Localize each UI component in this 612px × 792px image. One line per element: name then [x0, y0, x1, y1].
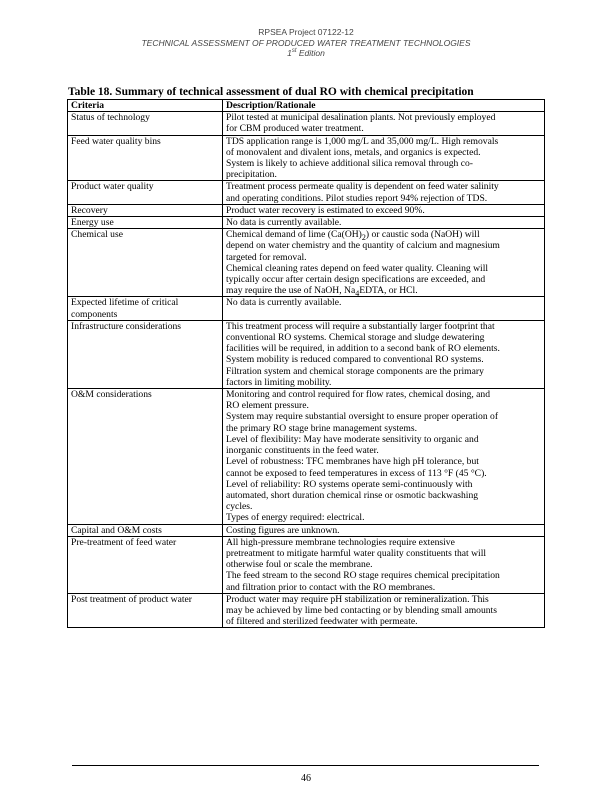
description-line: for CBM produced water treatment. — [226, 123, 364, 135]
formula-sub: 4 — [355, 289, 360, 299]
running-header — [0, 27, 612, 59]
description-line: conventional RO systems. Chemical storage and sludge dewatering — [226, 332, 485, 344]
description-line: cycles. — [226, 501, 253, 513]
formula-pre: Chemical demand of lime (Ca(OH) — [226, 229, 362, 241]
table-row — [68, 593, 545, 628]
description-line: All high-pressure membrane technologies require extensive — [226, 536, 455, 548]
table-body — [68, 112, 545, 628]
description-line: may be achieved by lime bed contacting or by blending small amounts — [226, 604, 497, 616]
description-cell — [223, 204, 545, 216]
description-line: RO element pressure. — [226, 400, 309, 412]
description-line: of filtered and sterilized feedwater with permeate. — [226, 616, 418, 628]
description-line: of monovalent and divalent ions, metals, and organics is expected. — [226, 146, 481, 158]
footer-divider — [72, 765, 539, 766]
criteria-cell: Status of technology — [68, 112, 223, 135]
table-row — [68, 320, 545, 388]
project-line: RPSEA Project 07122-12 — [258, 27, 354, 37]
table-row — [68, 135, 545, 181]
criteria-cell: Infrastructure considerations — [68, 320, 223, 388]
formula-sub: 2 — [361, 233, 366, 243]
description-line: precipitation. — [226, 169, 277, 181]
description-line — [226, 285, 541, 299]
description-line: Types of energy required: electrical. — [226, 512, 365, 524]
formula-post: ) or caustic soda (NaOH) will — [365, 229, 480, 241]
table-row — [68, 112, 545, 135]
description-line: targeted for removal. — [226, 251, 307, 263]
description-line: This treatment process will require a substantially larger footprint that — [226, 320, 495, 332]
description-cell — [223, 112, 545, 135]
formula-pre: may require the use of NaOH, Na — [226, 285, 356, 297]
criteria-cell: Energy use — [68, 217, 223, 229]
table-row — [68, 181, 545, 204]
description-line: and operating conditions. Pilot studies report 94% rejection of TDS. — [226, 192, 488, 204]
description-cell — [223, 524, 545, 536]
table-row — [68, 389, 545, 524]
description-cell — [223, 297, 545, 320]
edition-word: Edition — [296, 48, 325, 58]
description-line: automated, short duration chemical rinse or osmotic backwashing — [226, 489, 479, 501]
description-line: System is likely to achieve additional silica removal through co- — [226, 158, 473, 170]
description-cell — [223, 229, 545, 297]
criteria-cell: Recovery — [68, 204, 223, 216]
description-line: inorganic constituents in the feed water. — [226, 445, 379, 457]
description-cell — [223, 389, 545, 524]
description-line: Product water may require pH stabilization or remineralization. This — [226, 593, 489, 605]
description-cell — [223, 217, 545, 229]
description-line: TDS application range is 1,000 mg/L and 35,000 mg/L. High removals — [226, 135, 499, 147]
criteria-cell: Pre-treatment of feed water — [68, 536, 223, 593]
table-header-row — [68, 100, 545, 112]
description-line: cannot be exposed to feed temperatures in excess of 113 °F (45 °C). — [226, 467, 487, 479]
description-line: Level of reliability: RO systems operate semi-continuously with — [226, 478, 473, 490]
header-description: Description/Rationale — [223, 100, 545, 112]
description-line: Costing figures are unknown. — [226, 524, 340, 536]
description-line: The feed stream to the second RO stage requires chemical precipitation — [226, 570, 500, 582]
description-line: Treatment process permeate quality is dependent on feed water salinity — [226, 181, 499, 193]
description-line: Filtration system and chemical storage components are the primary — [226, 365, 484, 377]
description-line: otherwise foul or scale the membrane. — [226, 559, 373, 571]
criteria-cell: Expected lifetime of critical components — [68, 297, 223, 320]
description-cell — [223, 320, 545, 388]
table-row — [68, 204, 545, 216]
description-cell — [223, 536, 545, 593]
header-criteria: Criteria — [68, 100, 223, 112]
description-line: depend on water chemistry and the quantity of calcium and magnesium — [226, 240, 500, 252]
description-line: Chemical cleaning rates depend on feed water quality. Cleaning will — [226, 262, 489, 274]
table-row — [68, 536, 545, 593]
description-line: Pilot tested at municipal desalination plants. Not previously employed — [226, 112, 496, 124]
description-line: the primary RO stage brine management systems. — [226, 422, 418, 434]
table-row — [68, 217, 545, 229]
description-line: Product water recovery is estimated to exceed 90%. — [226, 204, 425, 216]
description-line: No data is currently available. — [226, 297, 342, 309]
description-line: Monitoring and control required for flow rates, chemical dosing, and — [226, 389, 491, 401]
description-line: Level of flexibility: May have moderate sensitivity to organic and — [226, 433, 479, 445]
description-line: System may require substantial oversight to ensure proper operation of — [226, 411, 499, 423]
criteria-cell: Post treatment of product water — [68, 593, 223, 628]
formula-post: EDTA, or HCl. — [359, 285, 418, 297]
criteria-cell: Product water quality — [68, 181, 223, 204]
description-line: Level of robustness: TFC membranes have high pH tolerance, but — [226, 456, 479, 468]
description-line: No data is currently available. — [226, 217, 342, 229]
edition-number: 1 — [287, 48, 292, 58]
description-line: and filtration prior to contact with the RO membranes. — [226, 581, 436, 593]
criteria-cell: Chemical use — [68, 229, 223, 297]
description-line: typically occur after certain design specifications are exceeded, and — [226, 274, 486, 286]
criteria-cell: Feed water quality bins — [68, 135, 223, 181]
description-cell — [223, 593, 545, 628]
description-line: System mobility is reduced compared to conventional RO systems. — [226, 354, 484, 366]
criteria-cell: O&M considerations — [68, 389, 223, 524]
page-number: 46 — [301, 773, 311, 784]
table-row — [68, 229, 545, 297]
assessment-table — [67, 99, 545, 628]
description-line: facilities will be required, in addition to a second bank of RO elements. — [226, 343, 500, 355]
description-line: pretreatment to mitigate harmful water quality constituents that will — [226, 547, 487, 559]
description-cell — [223, 135, 545, 181]
description-cell — [223, 181, 545, 204]
edition-suffix: st — [291, 48, 297, 55]
description-line: factors in limiting mobility. — [226, 376, 332, 388]
description-line — [226, 229, 541, 243]
table-row — [68, 524, 545, 536]
criteria-cell: Capital and O&M costs — [68, 524, 223, 536]
table-row — [68, 297, 545, 320]
edition-line — [0, 48, 612, 59]
table-caption: Table 18. Summary of technical assessment of dual RO with chemical precipitation — [68, 86, 474, 98]
report-title-line: TECHNICAL ASSESSMENT OF PRODUCED WATER TREATMENT TECHNOLOGIES — [141, 37, 471, 48]
